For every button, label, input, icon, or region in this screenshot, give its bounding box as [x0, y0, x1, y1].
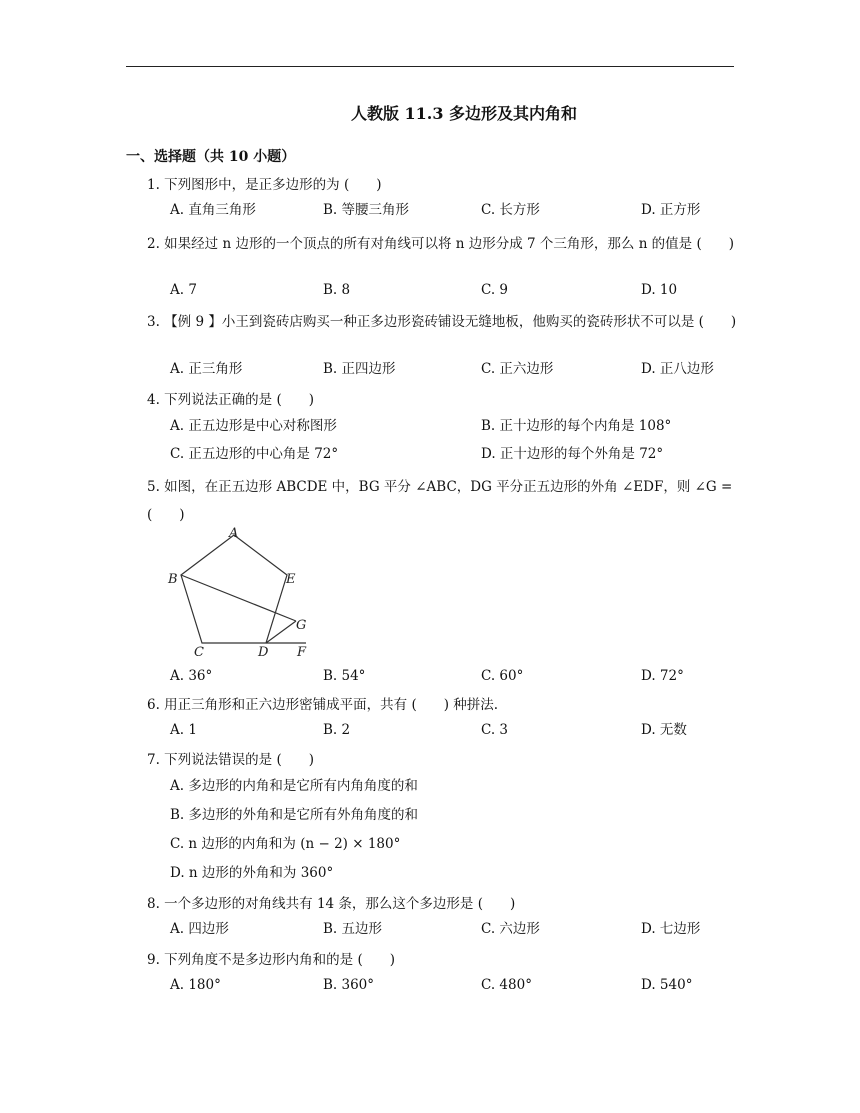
section-heading: 一、选择题（共 10 小题）: [126, 149, 296, 165]
option-b[interactable]: B. 54°: [323, 668, 366, 684]
question-4-options-row1: [170, 416, 730, 436]
question-9-options: [170, 975, 730, 995]
option-b[interactable]: B. 正四边形: [323, 361, 396, 377]
label-c: C: [194, 645, 204, 660]
option-b[interactable]: B. 多边形的外角和是它所有外角角度的和: [170, 807, 419, 823]
option-c[interactable]: C. n 边形的内角和为 (n − 2) × 180°: [170, 836, 401, 852]
label-e: E: [286, 572, 296, 587]
label-g: G: [296, 618, 307, 633]
option-d[interactable]: D. 正十边形的每个外角是 72°: [481, 446, 664, 462]
label-a: A: [229, 526, 239, 541]
question-6-options: [170, 720, 730, 740]
option-b[interactable]: B. 正十边形的每个内角是 108°: [481, 418, 672, 434]
option-d[interactable]: D. 无数: [641, 722, 687, 738]
option-d[interactable]: D. 10: [641, 282, 678, 298]
option-d[interactable]: D. 正八边形: [641, 361, 714, 377]
question-5: 5. 如图，在正五边形 ABCDE 中，BG 平分 ∠ABC，DG 平分正五边形的外角 ∠EDF，则 ∠G = ( ): [147, 479, 733, 523]
option-a[interactable]: A. 正三角形: [170, 361, 243, 377]
question-4: 4. 下列说法正确的是 ( ): [147, 392, 314, 408]
pentagon-figure: [160, 525, 320, 661]
option-c[interactable]: C. 正六边形: [481, 361, 554, 377]
question-6: 6. 用正三角形和正六边形密铺成平面，共有 ( ) 种拼法.: [147, 697, 499, 713]
option-d[interactable]: D. 540°: [641, 977, 693, 993]
option-c[interactable]: C. 60°: [481, 668, 524, 684]
label-f: F: [297, 645, 307, 660]
question-4-options-row2: [170, 444, 730, 464]
option-a[interactable]: A. 四边形: [170, 921, 229, 937]
question-3-options: [170, 359, 730, 379]
question-1: 1. 下列图形中，是正多边形的为 ( ): [147, 177, 382, 193]
question-5-options: [170, 666, 730, 686]
question-8: 8. 一个多边形的对角线共有 14 条，那么这个多边形是 ( ): [147, 896, 516, 912]
option-a[interactable]: A. 1: [170, 722, 197, 738]
option-c[interactable]: C. 480°: [481, 977, 532, 993]
label-b: B: [168, 572, 178, 587]
option-d[interactable]: D. 七边形: [641, 921, 701, 937]
option-d[interactable]: D. 72°: [641, 668, 684, 684]
option-a[interactable]: A. 36°: [170, 668, 213, 684]
option-c[interactable]: C. 六边形: [481, 921, 540, 937]
option-d[interactable]: D. 正方形: [641, 202, 701, 218]
option-c[interactable]: C. 9: [481, 282, 509, 298]
option-a[interactable]: A. 直角三角形: [170, 202, 256, 218]
option-b[interactable]: B. 8: [323, 282, 351, 298]
label-d: D: [258, 645, 269, 660]
question-9: 9. 下列角度不是多边形内角和的是 ( ): [147, 952, 395, 968]
page-title: 人教版 11.3 多边形及其内角和: [350, 104, 578, 123]
header-rule: [126, 66, 734, 67]
question-3: 3. 【例 9 】小王到瓷砖店购买一种正多边形瓷砖铺设无缝地板，他购买的瓷砖形状不可以是 ( ): [147, 314, 737, 330]
option-c[interactable]: C. 3: [481, 722, 509, 738]
option-a[interactable]: A. 7: [170, 282, 197, 298]
question-8-options: [170, 919, 730, 939]
option-a[interactable]: A. 多边形的内角和是它所有内角角度的和: [170, 778, 418, 794]
option-a[interactable]: A. 正五边形是中心对称图形: [170, 418, 337, 434]
question-1-options: [170, 200, 730, 220]
question-2: 2. 如果经过 n 边形的一个顶点的所有对角线可以将 n 边形分成 7 个三角形，那么 n 的值是 ( ): [147, 236, 734, 252]
option-b[interactable]: B. 360°: [323, 977, 375, 993]
option-b[interactable]: B. 等腰三角形: [323, 202, 410, 218]
question-2-options: [170, 280, 730, 300]
option-c[interactable]: C. 长方形: [481, 202, 540, 218]
option-c[interactable]: C. 正五边形的中心角是 72°: [170, 446, 339, 462]
option-d[interactable]: D. n 边形的外角和为 360°: [170, 865, 334, 881]
option-b[interactable]: B. 五边形: [323, 921, 383, 937]
option-b[interactable]: B. 2: [323, 722, 351, 738]
question-7: 7. 下列说法错误的是 ( ): [147, 752, 314, 768]
option-a[interactable]: A. 180°: [170, 977, 221, 993]
